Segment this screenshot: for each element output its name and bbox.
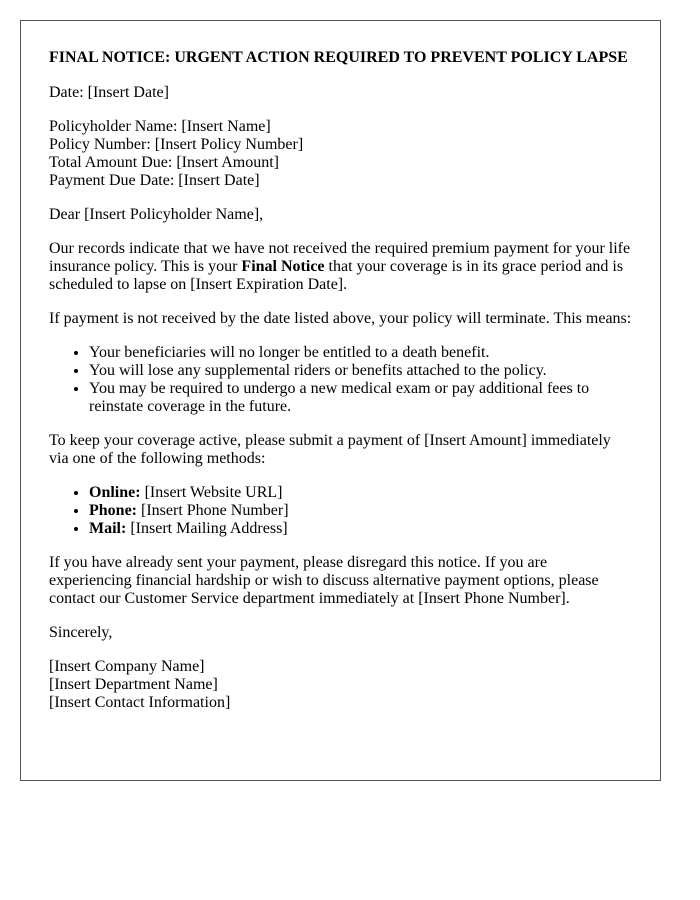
department-name: [Insert Department Name]	[49, 676, 218, 693]
method-mail	[89, 520, 632, 538]
policy-details	[49, 118, 632, 190]
method-value: [Insert Phone Number]	[137, 502, 289, 519]
list-item: • You may be required to undergo a new medical exam or pay additional fees to reinstate coverage in the future.	[89, 380, 632, 416]
payment-methods-list	[49, 484, 632, 538]
contact-information: [Insert Contact Information]	[49, 694, 231, 711]
method-label: Mail:	[89, 520, 127, 537]
letter-page	[20, 20, 661, 781]
intro-text-1: Our records indicate that we have not received the required premium payment for your life insurance policy. This is your	[49, 240, 631, 275]
payment-due-date: Payment Due Date: [Insert Date]	[49, 172, 260, 189]
intro-paragraph	[49, 240, 632, 294]
total-amount-due: Total Amount Due: [Insert Amount]	[49, 154, 279, 171]
method-value: [Insert Website URL]	[140, 484, 283, 501]
list-item: • Your beneficiaries will no longer be entitled to a death benefit.	[89, 344, 632, 362]
method-phone	[89, 502, 632, 520]
method-online	[89, 484, 632, 502]
company-name: [Insert Company Name]	[49, 658, 205, 675]
final-notice-emphasis: Final Notice	[241, 258, 325, 275]
closing: Sincerely,	[49, 624, 113, 641]
date-line: Date: [Insert Date]	[49, 84, 169, 101]
intro-text-2: that your coverage is in its grace period and is scheduled to lapse on [Insert Expiration Date].	[49, 258, 624, 293]
list-item: • You will lose any supplemental riders or benefits attached to the policy.	[89, 362, 632, 380]
policyholder-name: Policyholder Name: [Insert Name]	[49, 118, 271, 135]
consequences-list	[49, 344, 632, 416]
method-label: Online:	[89, 484, 141, 501]
termination-paragraph: If payment is not received by the date listed above, your policy will terminate. This means:	[49, 310, 632, 327]
salutation: Dear [Insert Policyholder Name],	[49, 206, 264, 223]
payment-paragraph: To keep your coverage active, please submit a payment of [Insert Amount] immediately via one of the following methods:	[49, 432, 611, 467]
method-label: Phone:	[89, 502, 137, 519]
method-value: [Insert Mailing Address]	[126, 520, 288, 537]
letter-title: FINAL NOTICE: URGENT ACTION REQUIRED TO PREVENT POLICY LAPSE	[49, 49, 628, 66]
signature-block	[49, 658, 632, 712]
policy-number: Policy Number: [Insert Policy Number]	[49, 136, 304, 153]
disregard-paragraph: If you have already sent your payment, please disregard this notice. If you are experiencing financial hardship or wish to discuss alternative payment options, please contact our Customer Service department immediately at [Insert Phone Number].	[49, 554, 599, 607]
